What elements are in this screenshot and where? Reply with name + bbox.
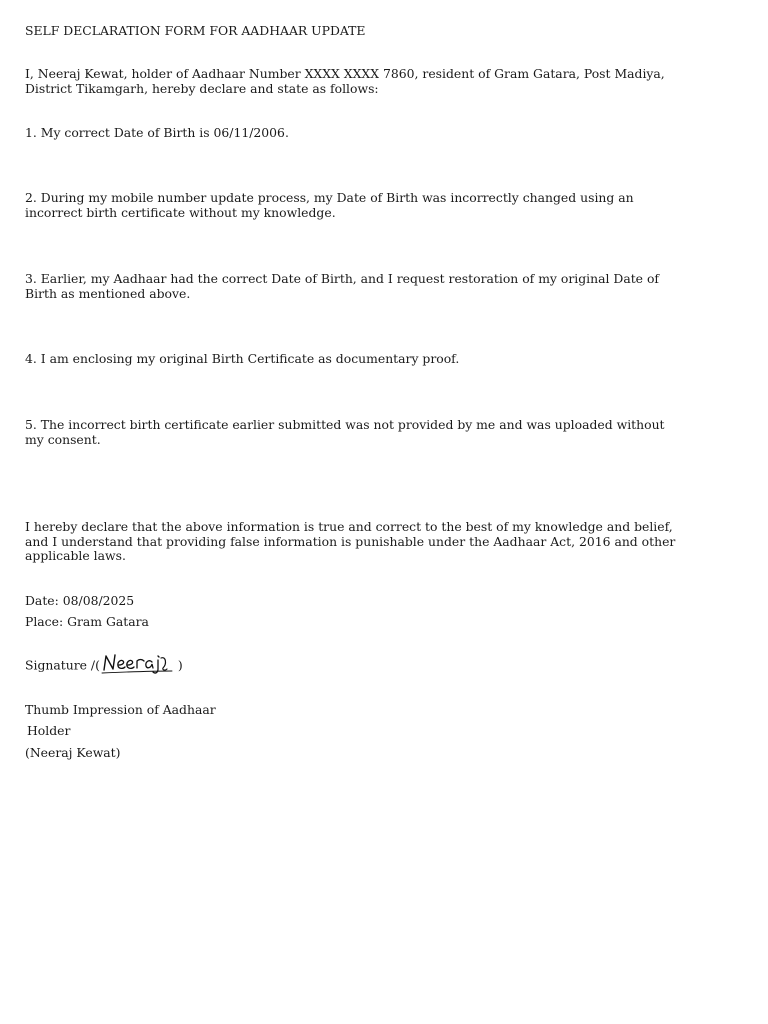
intro-paragraph: I, Neeraj Kewat, holder of Aadhaar Number XXXX XXXX 7860, resident of Gram Gatara, Post Madiya, District Tikamgarh, hereby declare and state as follows:: [25, 66, 665, 96]
signature-close: ): [177, 657, 183, 673]
thumb-impression-holder: Holder: [27, 723, 71, 738]
signature-label: Signature /(: [25, 657, 100, 673]
declaration-point-4: 4. I am enclosing my original Birth Certificate as documentary proof.: [25, 351, 460, 366]
truth-declaration: I hereby declare that the above information is true and correct to the best of my knowledge and belief, and I understand that providing false information is punishable under the Aadhaar Act, 2016 and other applicable laws.: [25, 519, 676, 563]
date-line: Date: 08/08/2025: [25, 593, 135, 608]
place-line: Place: Gram Gatara: [25, 614, 149, 629]
handwritten-signature: [100, 650, 178, 676]
declaration-point-1: 1. My correct Date of Birth is 06/11/2006.: [25, 125, 289, 140]
declaration-point-2: 2. During my mobile number update process, my Date of Birth was incorrectly changed using an incorrect birth certificate without my knowledge.: [25, 190, 634, 220]
document-title: SELF DECLARATION FORM FOR AADHAAR UPDATE: [25, 23, 366, 38]
declaration-point-3: 3. Earlier, my Aadhaar had the correct Date of Birth, and I request restoration of my original Date of Birth as mentioned above.: [25, 271, 660, 301]
signature-row: [25, 652, 183, 678]
thumb-impression-label: Thumb Impression of Aadhaar: [25, 702, 216, 717]
holder-name: (Neeraj Kewat): [25, 745, 121, 760]
declaration-point-5: 5. The incorrect birth certificate earlier submitted was not provided by me and was uploaded without my consent.: [25, 417, 665, 447]
